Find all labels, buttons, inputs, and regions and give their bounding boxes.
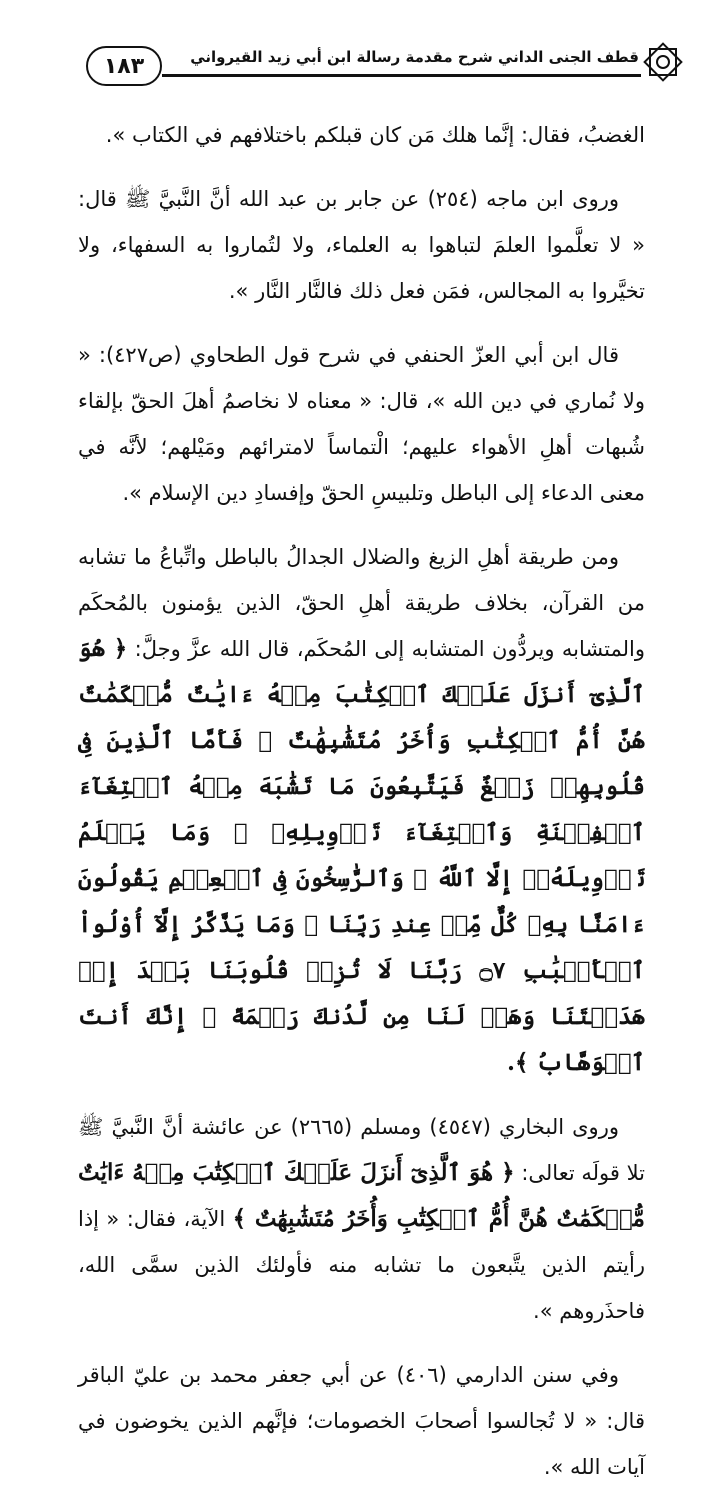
paragraph-tail: الآية، فقال: « إذا رأيتم الذين يتَّبعون ما تشابه منه فأولئك الذين سمَّى الله، فاحذَروهم ». — [78, 1207, 645, 1323]
header-rule — [162, 74, 641, 77]
ornament-icon — [641, 38, 685, 86]
paragraph — [78, 112, 645, 158]
paragraph — [78, 1104, 645, 1334]
paragraph-text: وفي سنن الدارمي (٤٠٦) عن أبي جعفر محمد بن عليّ الباقر قال: « لا تُجالسوا أصحابَ الخصومات؛ فإنَّهم الذين يخوضون في آيات الله ». — [78, 1363, 645, 1479]
paragraph-text: ومن طريقة أهلِ الزيغ والضلال الجدالُ بالباطل واتِّباعُ ما تشابه من القرآن، بخلاف طريقة أهلِ الحقّ، الذين يؤمنون بالمُحكَم والمتشابه ويردُّون المتشابه إلى المُحكَم، قال الله عزَّ وجلَّ: — [78, 545, 645, 661]
quran-verse: ﴿ هُوَ ٱلَّذِىٓ أَنزَلَ عَلَيۡكَ ٱلۡكِتَٰبَ مِنۡهُ ءَايَٰتٌ مُّحۡكَمَٰتٌ هُنَّ أُمُّ ٱلۡكِتَٰبِ وَأُخَرُ مُتَشَٰبِهَٰتٌ ۖ فَأَمَّا ٱلَّذِينَ فِى قُلُوبِهِمۡ زَيۡغٌ فَيَتَّبِعُونَ مَا تَشَٰبَهَ مِنۡهُ ٱبۡتِغَآءَ ٱلۡفِتۡنَةِ وَٱبۡتِغَآءَ تَأۡوِيلِهِۦ ۗ وَمَا يَعۡلَمُ تَأۡوِيلَهُۥٓ إِلَّا ٱللَّهُ ۗ وَٱلرَّٰسِخُونَ فِى ٱلۡعِلۡمِ يَقُولُونَ ءَامَنَّا بِهِۦ كُلٌّ مِّنۡ عِندِ رَبِّنَا ۗ وَمَا يَذَّكَّرُ إِلَّآ أُوْلُواْ ٱلۡأَلۡبَٰبِ ۝٧ رَبَّنَا لَا تُزِغۡ قُلُوبَنَا بَعۡدَ إِذۡ هَدَيۡتَنَا وَهَبۡ لَنَا مِن لَّدُنكَ رَحۡمَةً ۚ إِنَّكَ أَنتَ ٱلۡوَهَّابُ ﴾. — [78, 635, 646, 1076]
paragraph-text: قال ابن أبي العزّ الحنفي في شرح قول الطحاوي (ص٤٢٧): « ولا نُماري في دين الله »، قال: « معناه لا نخاصمُ أهلَ الحقّ بإلقاء شُبهات أهلِ الأهواء عليهم؛ الْتماساً لامترائهم ومَيْلهم؛ لأنَّه في معنى الدعاء إلى الباطل وتلبيسِ الحقّ وإفسادِ دين الإسلام ». — [78, 343, 645, 505]
paragraph — [78, 1352, 645, 1490]
page-body — [78, 112, 645, 1508]
paragraph — [78, 332, 645, 516]
paragraph-text: وروى البخاري (٤٥٤٧) ومسلم (٢٦٦٥) عن عائشة أنَّ النَّبيَّ ﷺ تلا قولَه تعالى: — [78, 1115, 645, 1185]
page-number: ١٨٣ — [86, 46, 162, 86]
page-header — [0, 0, 721, 90]
paragraph-text: وروى ابن ماجه (٢٥٤) عن جابر بن عبد الله أنَّ النَّبيَّ ﷺ قال: « لا تعلَّموا العلمَ لتباهوا به العلماء، ولا لتُماروا به السفهاء، ولا تخيَّروا به المجالس، فمَن فعل ذلك فالنَّار النَّار ». — [78, 187, 645, 303]
quran-verse: ﴿ هُوَ ٱلَّذِىٓ أَنزَلَ عَلَيۡكَ ٱلۡكِتَٰبَ مِنۡهُ ءَايَٰتٌ مُّحۡكَمَٰتٌ هُنَّ أُمُّ ٱلۡكِتَٰبِ وَأُخَرُ مُتَشَٰبِهَٰتٌ ﴾ — [78, 1159, 645, 1232]
paragraph — [78, 176, 645, 314]
paragraph-text: الغضبُ، فقال: إنَّما هلك مَن كان قبلكم باختلافهم في الكتاب ». — [105, 123, 645, 147]
book-title: قطف الجنى الداني شرح مقدمة رسالة ابن أبي زيد القيرواني — [190, 48, 639, 66]
paragraph — [78, 534, 645, 1086]
